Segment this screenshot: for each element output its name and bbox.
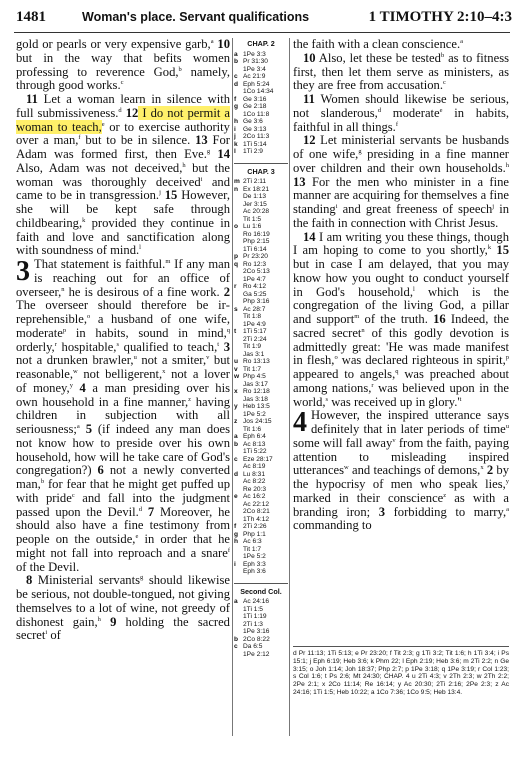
cross-ref-continuation: Php 2:15: [243, 238, 270, 245]
cross-ref-continuation: Jas 3:1: [243, 350, 265, 358]
cross-ref-entry: d Lu 8:31: [234, 470, 265, 478]
chapter-reference: 1 TIMOTHY 2:10–4:3: [368, 9, 512, 25]
cross-ref-entry: h Ge 3:6: [234, 118, 263, 125]
cross-ref-continuation: 1Pe 5:2: [243, 410, 266, 418]
paragraph: 8 Ministerial servants$^g$ should likewise be serious, not double-tongued, not giving themselves to a lot of wine, not greedy of dishonest gain,$^h$ 9 holding the sacred secret$^i$ of: [16, 573, 230, 643]
cross-ref-continuation: 2Co 8:21: [243, 508, 270, 515]
cross-ref-key: r: [234, 283, 237, 290]
cross-ref-continuation: 2Ti 2:24: [243, 335, 267, 343]
paragraph: 11 Let a woman learn in silence with full submissiveness.$^d$ 12 I do not permit a woman to teach,$^e$ or to exercise authority over a man,$^f$ but to be in silence. 13 For Adam was formed first, then Eve.$^g$ 14 Also, Adam was not deceived,$^h$ but the woman was thoroughly deceived$^i$ and came to be in transgression.$^j$ 15 However, she will be kept safe through childbearing,$^k$ provided they continue in faith and love and sanctification along with soundness of mind.$^l$: [16, 92, 230, 258]
cross-ref-continuation: Ro 16:19: [243, 230, 270, 238]
cross-ref-continuation: 1Pe 3:4: [243, 65, 266, 73]
cross-ref-key: b: [234, 440, 239, 448]
cross-ref-entry: x Ro 12:18: [234, 388, 270, 395]
cross-ref-entry: b 2Co 8:22: [234, 635, 270, 643]
cross-ref-continuation: 1Pe 3:16: [243, 628, 270, 635]
cross-ref-continuation: 1Pe 2:12: [243, 650, 270, 658]
cross-ref-continuation: Ga 5:25: [243, 290, 267, 298]
cross-ref-key: o: [234, 223, 239, 230]
cross-ref-entry: a 1Pe 3:3: [234, 50, 266, 58]
cross-ref-entry: c Eze 28:17: [234, 455, 273, 463]
cross-ref-continuation: 2Co 5:13: [243, 268, 270, 275]
cross-ref-entry: s Ac 28:7: [234, 305, 266, 313]
cross-ref-entry: w Php 4:5: [234, 373, 266, 380]
cross-ref-entry: o Lu 1:6: [234, 223, 262, 230]
footnotes: d Pr 11:13; 1Ti 5:13; e Pr 23:20; f Tit 2:3; g 1Ti 3:2; Tit 1:6; h 1Ti 3:4; i Ps 15:1; j Eph 6:19; Heb 3:6; k Phm 22; l Eph 2:19; Heb 3:6; m 2Ti 2:2; n Ge 3:15; o Joh 1:14; Joh 18:37; Php 2:7; p 1Pe 3:18; q 1Pe 3:19; r Col 1:23; s Col 1:6; t Ps 2:6; Mt 24:30; CHAP. 4 u 2Ti 4:3; v 2Th 2:3; w 2Th 2:2; 2Pe 2:1; x 2Co 11:14; Re 16:14; y Ac 20:30; 2Ti 2:16; 2Pe 2:3; z Ac 24:16; 1Ti 1:5; Heb 10:22; a 1Co 7:36; 1Co 9:5; Heb 13:4.: [293, 646, 509, 697]
chapter-number: 4: [293, 407, 307, 439]
page-header: [12, 9, 512, 31]
cross-ref-entry: b Ac 8:13: [234, 440, 266, 448]
cross-ref-entry: j 2Co 11:3: [234, 133, 270, 140]
cross-ref-entry: b Pr 31:30: [234, 58, 268, 65]
cross-ref-entry: c Da 6:5: [234, 643, 263, 650]
cross-ref-continuation: 1Pe 5:2: [243, 553, 266, 560]
cross-ref-entry: g Ge 2:18: [234, 103, 267, 110]
cross-ref-entry: p Pr 23:20: [234, 253, 268, 260]
cross-ref-key: x: [234, 388, 238, 395]
cross-ref-entry: e Ac 16:2: [234, 493, 266, 500]
cross-ref-entry: h Ac 6:3: [234, 538, 262, 545]
cross-ref-key: a: [234, 598, 238, 605]
cross-ref-entry: t 1Ti 5:17: [234, 328, 267, 335]
cross-ref-key: s: [234, 305, 238, 313]
paragraph: 11 Women should likewise be serious, not slanderous,$^d$ moderate$^e$ in habits, faithful in all things.$^f$: [293, 92, 510, 134]
cross-ref-entry: i Eph 3:3: [234, 560, 266, 568]
cross-ref-key: h: [234, 118, 239, 125]
cross-ref-continuation: 1Pe 4:9: [243, 320, 266, 328]
cross-ref-key: l: [234, 148, 236, 155]
cross-ref-entry: c Ac 21:9: [234, 73, 266, 80]
cross-ref-key: k: [234, 140, 238, 148]
cross-ref-entry: v Tit 1:7: [234, 365, 262, 373]
cross-ref-heading: Second Col.: [234, 583, 288, 596]
cross-ref-entry: r Ro 4:12: [234, 283, 267, 290]
cross-ref-entry: y Heb 13:5: [234, 403, 270, 410]
cross-ref-continuation: Jer 3:15: [243, 200, 267, 208]
cross-ref-key: e: [234, 493, 238, 500]
cross-ref-continuation: Re 20:3: [243, 485, 267, 493]
cross-ref-continuation: Ac 8:19: [243, 463, 266, 470]
cross-ref-entry: k 1Ti 5:14: [234, 140, 267, 148]
cross-ref-continuation: Ac 8:22: [243, 478, 266, 485]
cross-ref-continuation: 1Co 11:8: [243, 110, 270, 118]
cross-ref-key: b: [234, 58, 239, 65]
paragraph: 12 Let ministerial servants be husbands of one wife,$^g$ presiding in a fine manner over children and their own households.$^h$ 13 For the men who minister in a fine manner are acquiring for themselves a fine standing$^i$ and great freeness of speech$^j$ in the faith in connection with Christ Jesus.: [293, 133, 509, 230]
cross-ref-entry: f Ge 3:16: [234, 95, 267, 103]
left-column: [16, 38, 230, 643]
cross-ref-entry: a Ac 24:16: [234, 598, 270, 605]
cross-ref-entry: n Ex 18:21: [234, 185, 270, 193]
cross-ref-continuation: 1Ti 1:19: [243, 613, 267, 620]
cross-ref-heading: CHAP. 3: [234, 163, 288, 176]
cross-ref-entry: z Jos 24:15: [234, 418, 272, 425]
cross-ref-key: c: [234, 643, 238, 650]
cross-ref-entry: g Php 1:1: [234, 530, 266, 538]
cross-ref-continuation: 1Co 14:34: [243, 88, 274, 95]
header-rule: [14, 32, 510, 33]
cross-ref-key: d: [234, 80, 239, 88]
cross-ref-key: v: [234, 365, 238, 373]
cross-ref-continuation: 1Ti 1:5: [243, 605, 263, 613]
cross-ref-entry: d Eph 5:24: [234, 80, 270, 88]
cross-ref-entry: f 2Ti 2:26: [234, 523, 267, 530]
cross-ref-key: j: [234, 133, 236, 140]
cross-ref-key: q: [234, 260, 239, 268]
cross-ref-continuation: 1Ti 6:14: [243, 245, 267, 253]
cross-reference-column: [234, 38, 288, 736]
cross-ref-continuation: Eph 3:6: [243, 568, 266, 575]
right-column: [293, 38, 509, 533]
cross-ref-key: a: [234, 433, 238, 440]
cross-ref-continuation: Ac 20:28: [243, 208, 270, 215]
cross-ref-key: h: [234, 538, 239, 545]
chapter-number: 3: [16, 256, 30, 287]
cross-ref-key: g: [234, 530, 239, 538]
cross-ref-continuation: Tit 1:9: [243, 343, 262, 350]
paragraph: 10 Also, let these be tested$^b$ as to fitness first, then let them serve as ministers, as they are free from accusation.$^c$: [293, 50, 509, 93]
cross-ref-heading: CHAP. 2: [247, 39, 275, 48]
cross-ref-continuation: Php 3:16: [243, 298, 270, 305]
paragraph: 14 I am writing you these things, though I am hoping to come to you shortly,$^k$ 15 but in case I am delayed, that you may know how you ought to conduct yourself in God's household,$^l$ which is the congregation of the living God, a pillar and support$^m$ of the truth. 16 Indeed, the sacred secret$^n$ of this godly devotion is admittedly great: 'He was made manifest in flesh,$^o$ was declared righteous in spirit,$^p$ appeared to angels,$^q$ was preached about among nations,$^r$ was believed upon in the world,$^s$ was received up in $glory.'^t$: [293, 229, 510, 409]
cross-ref-key: f: [234, 523, 237, 530]
page-number: 1481: [16, 9, 46, 25]
cross-ref-continuation: Tit 1:8: [243, 313, 262, 320]
cross-ref-continuation: Tit 1:6: [243, 425, 262, 433]
cross-ref-entry: m 2Ti 2:11: [234, 178, 267, 185]
cross-ref-entry: u Ro 13:13: [234, 358, 270, 365]
cross-ref-entry: l 1Ti 2:9: [234, 148, 263, 155]
cross-ref-continuation: Ac 22:12: [243, 500, 270, 508]
cross-ref-key: z: [234, 418, 238, 425]
highlighted-text[interactable]: I do not permit a woman to teach,: [16, 105, 230, 134]
cross-ref-entry: a Eph 6:4: [234, 433, 266, 440]
paragraph: 4 However, the inspired utterance says definitely that in later periods of time$^u$ some will fall away$^v$ from the faith, paying attention to misleading inspired utterances$^w$ and teachings of demons,$^x$ 2 by the hypocrisy of men who speak lies,$^y$ marked in their conscience$^z$ as with a branding iron; 3 forbidding to marry,$^a$ commanding to: [293, 407, 510, 533]
cross-ref-key: w: [234, 373, 240, 380]
cross-ref-continuation: Tit 1:5: [243, 215, 262, 223]
cross-ref-key: b: [234, 635, 239, 643]
cross-ref-key: c: [234, 455, 238, 463]
cross-ref-key: t: [234, 328, 237, 335]
cross-ref-key: u: [234, 358, 239, 365]
cross-ref-continuation: De 1:13: [243, 193, 267, 200]
cross-ref-key: m: [234, 178, 240, 185]
cross-ref-continuation: 2Ti 1:3: [243, 620, 263, 628]
cross-ref-key: g: [234, 103, 239, 110]
cross-ref-key: f: [234, 95, 237, 103]
cross-ref-key: p: [234, 253, 239, 260]
cross-ref-continuation: Jas 3:18: [243, 395, 268, 403]
cross-ref-key: y: [234, 403, 238, 410]
cross-ref-key: n: [234, 185, 239, 193]
cross-ref-continuation: Jas 3:17: [243, 380, 268, 388]
cross-ref-key: i: [234, 125, 236, 133]
cross-ref-entry: i Ge 3:13: [234, 125, 267, 133]
column-divider: [232, 38, 233, 736]
page-topic: Woman's place. Servant qualifications: [82, 10, 310, 24]
cross-ref-key: c: [234, 73, 238, 80]
column-divider: [289, 38, 290, 736]
cross-ref-continuation: 1Ti 5:22: [243, 448, 267, 455]
cross-ref-continuation: Tit 1:7: [243, 545, 262, 553]
cross-ref-key: d: [234, 470, 239, 478]
cross-ref-continuation: 1Pe 4:7: [243, 275, 266, 283]
paragraph: gold or pearls or very expensive garb,$^a$ 10 but in the way that befits women professing to reverence God,$^b$ namely, through good works.$^c$: [16, 37, 231, 93]
cross-ref-key: i: [234, 560, 236, 568]
cross-ref-entry: q Ro 12:3: [234, 260, 267, 268]
paragraph: 3 That statement is faithful.$^m$ If any man is reaching out for an office of overseer,$^n$ he is desirous of a fine work. 2 The overseer should therefore be irreprehensible,$^o$ a husband of one wife, moderate$^p$ in habits, sound in mind,$^q$ orderly,$^r$ hospitable,$^s$ qualified to teach,$^t$ 3 not a drunken brawler,$^u$ not a smiter,$^v$ but reasonable,$^w$ not belligerent,$^x$ not a lover of money,$^y$ 4 a man presiding over his own household in a fine manner,$^z$ having children in subjection with all seriousness;$^a$ 5 (if indeed any man does not know how to preside over his own household, how will he take care of God's congregation?) 6 not a newly converted man,$^b$ for fear that he might get puffed up with pride$^c$ and fall into the judgment passed upon the Devil.$^d$ 7 Moreover, he should also have a fine testimony from people on the outside,$^e$ in order that he might not fall into reproach and a snare$^f$ of the Devil.: [16, 256, 231, 574]
paragraph: the faith with a clean conscience.$^a$: [293, 37, 464, 51]
cross-ref-key: a: [234, 50, 238, 58]
cross-ref-continuation: 1Th 4:12: [243, 515, 270, 523]
